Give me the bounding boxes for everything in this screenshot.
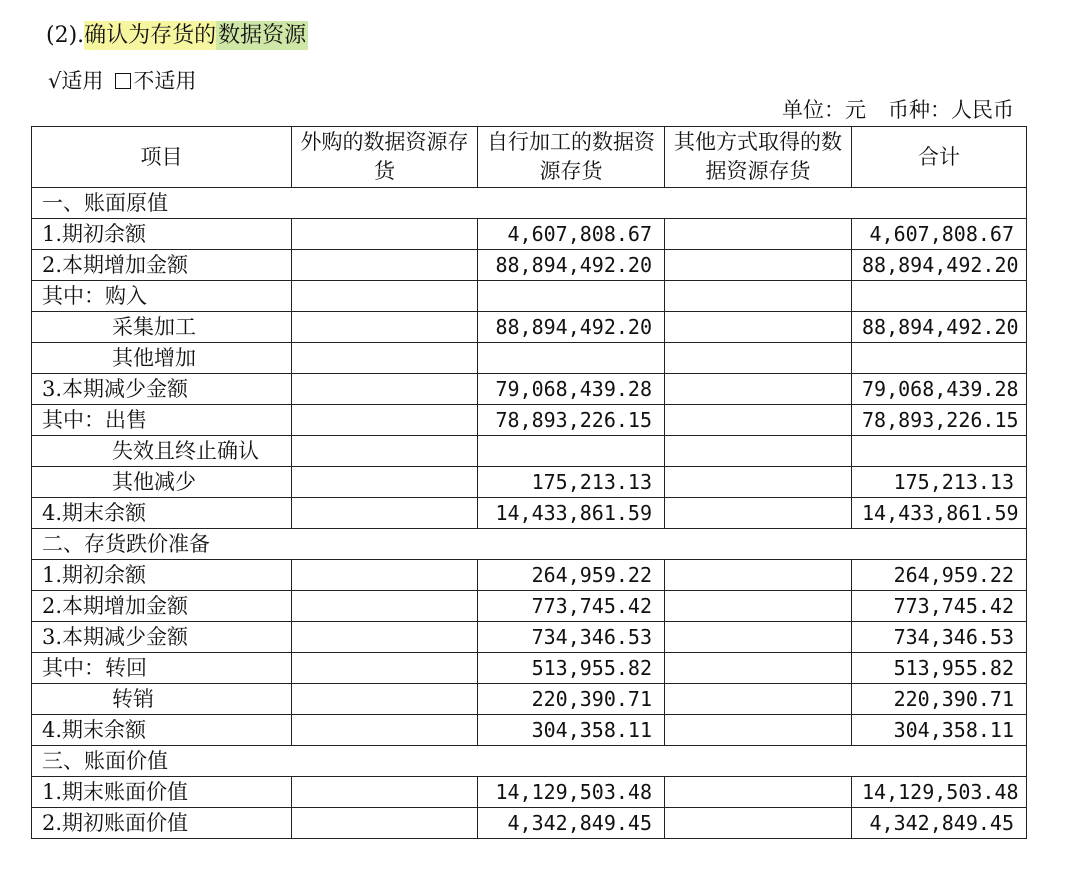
self-processed-value	[478, 436, 665, 467]
header-other-means: 其他方式取得的数据资源存货	[665, 127, 852, 188]
table-row	[32, 343, 1027, 374]
table-row	[32, 312, 1027, 343]
row-label: 其中：购入	[32, 281, 292, 312]
heading-prefix: (2).	[46, 23, 85, 48]
row-label: 3.本期减少金额	[32, 622, 292, 653]
row-label: 失效且终止确认	[32, 436, 292, 467]
table-row	[32, 684, 1027, 715]
purchased-value	[292, 467, 478, 498]
other-value	[665, 777, 852, 808]
table-row	[32, 219, 1027, 250]
total-value: 79,068,439.28	[852, 374, 1027, 405]
total-value	[852, 343, 1027, 374]
self-processed-value: 773,745.42	[478, 591, 665, 622]
section-label: 二、存货跌价准备	[32, 529, 1027, 560]
header-purchased: 外购的数据资源存货	[292, 127, 478, 188]
table-row	[32, 777, 1027, 808]
self-processed-value: 79,068,439.28	[478, 374, 665, 405]
section-row	[32, 188, 1027, 219]
other-value	[665, 405, 852, 436]
total-value: 88,894,492.20	[852, 250, 1027, 281]
self-processed-value	[478, 281, 665, 312]
other-value	[665, 374, 852, 405]
unit-label: 单位：元	[782, 98, 866, 122]
self-processed-value	[478, 343, 665, 374]
section-label: 一、账面原值	[32, 188, 1027, 219]
other-value	[665, 808, 852, 839]
other-value	[665, 560, 852, 591]
other-value	[665, 715, 852, 746]
purchased-value	[292, 653, 478, 684]
other-value	[665, 467, 852, 498]
table-row	[32, 281, 1027, 312]
total-value: 513,955.82	[852, 653, 1027, 684]
row-label: 1.期初余额	[32, 560, 292, 591]
purchased-value	[292, 343, 478, 374]
self-processed-value: 78,893,226.15	[478, 405, 665, 436]
other-value	[665, 498, 852, 529]
table-row	[32, 467, 1027, 498]
self-processed-value: 264,959.22	[478, 560, 665, 591]
table-row	[32, 715, 1027, 746]
table-row	[32, 436, 1027, 467]
purchased-value	[292, 281, 478, 312]
data-resource-inventory-table	[31, 126, 1027, 839]
section-label: 三、账面价值	[32, 746, 1027, 777]
empty-checkbox-icon	[115, 73, 131, 89]
purchased-value	[292, 622, 478, 653]
self-processed-value: 220,390.71	[478, 684, 665, 715]
purchased-value	[292, 250, 478, 281]
total-value: 220,390.71	[852, 684, 1027, 715]
self-processed-value: 4,607,808.67	[478, 219, 665, 250]
units-line	[782, 95, 1014, 125]
self-processed-value: 304,358.11	[478, 715, 665, 746]
purchased-value	[292, 374, 478, 405]
table-row	[32, 498, 1027, 529]
other-value	[665, 436, 852, 467]
row-label: 其中：出售	[32, 405, 292, 436]
section-row	[32, 529, 1027, 560]
table-row	[32, 560, 1027, 591]
row-label: 3.本期减少金额	[32, 374, 292, 405]
total-value: 78,893,226.15	[852, 405, 1027, 436]
row-label: 其中：转回	[32, 653, 292, 684]
heading-highlight-1: 确认为存货的	[84, 23, 217, 48]
self-processed-value: 513,955.82	[478, 653, 665, 684]
self-processed-value: 88,894,492.20	[478, 312, 665, 343]
other-value	[665, 219, 852, 250]
purchased-value	[292, 560, 478, 591]
total-value	[852, 436, 1027, 467]
other-value	[665, 281, 852, 312]
self-processed-value: 14,129,503.48	[478, 777, 665, 808]
table-row	[32, 622, 1027, 653]
currency-label: 币种：人民币	[888, 98, 1014, 122]
table-row	[32, 250, 1027, 281]
row-label: 其他增加	[32, 343, 292, 374]
purchased-value	[292, 591, 478, 622]
purchased-value	[292, 498, 478, 529]
row-label: 采集加工	[32, 312, 292, 343]
purchased-value	[292, 715, 478, 746]
row-label: 转销	[32, 684, 292, 715]
self-processed-value: 14,433,861.59	[478, 498, 665, 529]
total-value: 264,959.22	[852, 560, 1027, 591]
row-label: 其他减少	[32, 467, 292, 498]
total-value: 304,358.11	[852, 715, 1027, 746]
self-processed-value: 175,213.13	[478, 467, 665, 498]
header-item: 项目	[32, 127, 292, 188]
total-value: 14,433,861.59	[852, 498, 1027, 529]
purchased-value	[292, 219, 478, 250]
header-self-processed: 自行加工的数据资源存货	[478, 127, 665, 188]
other-value	[665, 343, 852, 374]
row-label: 1.期末账面价值	[32, 777, 292, 808]
other-value	[665, 653, 852, 684]
total-value: 4,607,808.67	[852, 219, 1027, 250]
other-value	[665, 250, 852, 281]
table-row	[32, 374, 1027, 405]
table-row	[32, 808, 1027, 839]
heading-highlight-2: 数据资源	[218, 23, 307, 48]
self-processed-value: 88,894,492.20	[478, 250, 665, 281]
total-value: 88,894,492.20	[852, 312, 1027, 343]
row-label: 2.本期增加金额	[32, 250, 292, 281]
section-row	[32, 746, 1027, 777]
other-value	[665, 591, 852, 622]
other-value	[665, 684, 852, 715]
purchased-value	[292, 808, 478, 839]
purchased-value	[292, 684, 478, 715]
row-label: 4.期末余额	[32, 498, 292, 529]
self-processed-value: 4,342,849.45	[478, 808, 665, 839]
table-row	[32, 653, 1027, 684]
purchased-value	[292, 436, 478, 467]
purchased-value	[292, 405, 478, 436]
total-value: 14,129,503.48	[852, 777, 1027, 808]
total-value	[852, 281, 1027, 312]
self-processed-value: 734,346.53	[478, 622, 665, 653]
other-value	[665, 312, 852, 343]
total-value: 175,213.13	[852, 467, 1027, 498]
row-label: 2.本期增加金额	[32, 591, 292, 622]
header-total: 合计	[852, 127, 1027, 188]
table-row	[32, 591, 1027, 622]
purchased-value	[292, 312, 478, 343]
table-row	[32, 405, 1027, 436]
total-value: 734,346.53	[852, 622, 1027, 653]
other-value	[665, 622, 852, 653]
table-body	[32, 188, 1027, 839]
section-heading	[46, 20, 308, 52]
table-header-row	[32, 127, 1027, 188]
total-value: 4,342,849.45	[852, 808, 1027, 839]
total-value: 773,745.42	[852, 591, 1027, 622]
row-label: 4.期末余额	[32, 715, 292, 746]
applicability-line	[48, 66, 196, 96]
applicable-checked-label: √适用	[48, 69, 104, 93]
row-label: 2.期初账面价值	[32, 808, 292, 839]
row-label: 1.期初余额	[32, 219, 292, 250]
not-applicable-label: 不适用	[133, 69, 197, 93]
purchased-value	[292, 777, 478, 808]
